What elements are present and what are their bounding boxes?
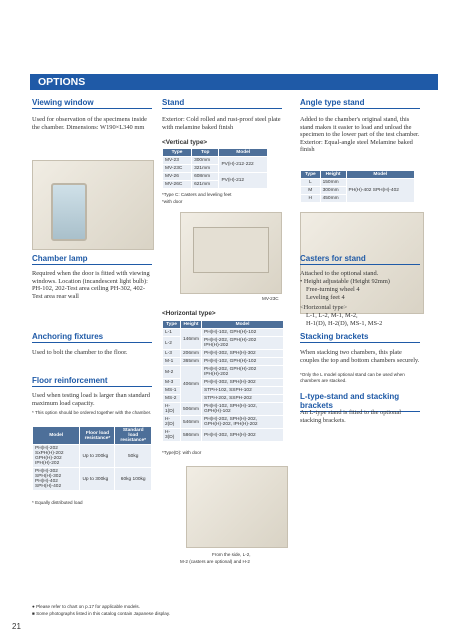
table-header: Top [192,149,219,157]
chamber-lamp-text: Required when the door is fitted with viewing windows. Location (incandescent light bulb): PH-102, 202-Test area ceiling PH-302, 402-Test area rear wall [32,270,150,300]
table-row [163,416,284,429]
table-cell: PH(H)-302, SPH(H)-302 [202,429,284,442]
table-cell: M-3 [163,379,181,387]
table-cell: 150mm [320,179,346,187]
l-stand-text: An L-type stand is fitted to the optional stacking brackets. [300,409,401,424]
table-cell: MV-26C [163,181,192,189]
page-number: 21 [12,622,21,631]
horizontal-stands-photo [186,466,288,548]
footer-line-1: ● Please refer to chart on p.17 for applicable models. [32,604,140,609]
casters-line-3: Free-turning wheel 4 [306,286,360,293]
table-cell: 506mm [181,403,202,416]
casters-models-2: H-1(D), H-2(D), MS-1, MS-2 [306,320,383,327]
section-title-angle-stand: Angle type stand [300,98,420,109]
table-cell: 450mm [320,195,346,203]
table-cell: M [301,187,321,195]
table-header: Type [163,321,181,329]
table-cell: Up to 200kg [80,445,115,468]
table-header: Floor load resistance* [80,427,115,445]
table-cell: Up to 300kg [80,468,115,491]
table-cell: L [301,179,321,187]
table-cell: 621mm [192,181,219,189]
table-row [163,350,284,358]
footer-text: Some photographs listed in this catalog contain Japanese display. [36,611,171,616]
section-title-anchoring: Anchoring fixtures [32,332,152,343]
table-cell: MS-1 [163,387,181,395]
vertical-stand-table [162,148,268,189]
table-cell: 300mm [320,187,346,195]
vertical-note-1: *Type C: Casters and leveling feet [162,192,232,197]
table-cell: M-1 [163,358,181,366]
vertical-note-2: *with door [162,199,183,204]
floor-footnote: * Equally distributed load [32,500,83,505]
horizontal-note: *Type(D): with door [162,450,202,455]
table-cell: PH(H)-102, SPH(H)-102, GPH(H)-102 [202,403,284,416]
table-cell: MV-23C [163,165,192,173]
table-cell: 146mm [181,329,202,350]
stacking-text: When stacking two chambers, this plate couples the top and bottom chambers securely. [300,349,420,364]
vertical-type-title: <Vertical type> [162,139,208,146]
table-cell: PV(H)-212 [219,173,268,189]
stand-body-shape [193,227,269,273]
table-row [33,468,152,491]
table-cell: 406mm [181,366,202,403]
anchoring-text: Used to bolt the chamber to the floor. [32,349,128,356]
table-cell: STPH-202, SSPH-202 [202,395,284,403]
section-title-floor-reinforcement: Floor reinforcement [32,376,152,387]
table-header: Standard load resistance* [115,427,152,445]
table-cell: MS-2 [163,395,181,403]
table-header: Model [219,149,268,157]
table-cell: M-2 [163,366,181,379]
casters-line-1: Attached to the optional stand. [300,270,379,277]
table-cell: 546mm [181,416,202,429]
horizontal-stand-table [162,320,284,442]
table-cell: L-2 [163,337,181,350]
casters-horizontal-type: <Horizontal type> [300,304,348,311]
table-header: Type [301,171,321,179]
table-cell: 50kg [115,445,152,468]
table-cell: MV-26 [163,173,192,181]
section-title-casters: Casters for stand [300,254,420,265]
table-cell: L-3 [163,350,181,358]
viewing-window-text: Used for observation of the specimens inside the chamber. Dimensions: W190×L340 mm [32,116,148,131]
table-cell: PH(H)-402 SPH(H)-402 [346,179,414,203]
table-header: Height [320,171,346,179]
table-row [163,173,268,181]
table-cell: PH(H)-202, GPH(H)-202 IPH(H)-202 [202,366,284,379]
table-cell: H-2(D) [163,416,181,429]
floor-reinforcement-note: * This option should be ordered together with the chamber. [32,410,152,415]
table-header: Model [346,171,414,179]
table-cell: PV(H)-212·222 [219,157,268,173]
window-pane-icon [51,183,87,241]
table-cell: PH(H)-302 SPH(H)-302 PH(H)-402 SPH(H)-402 [33,468,80,491]
stand-photo-mv23c [180,212,282,294]
section-title-l-stand: L-type-stand and stacking brackets [300,392,420,412]
table-header: Type [163,149,192,157]
table-cell: 365mm [181,358,202,366]
table-cell: PH(H)-202, SPH(H)-202, GPH(H)-202, IPH(H)-202 [202,416,284,429]
section-title-stacking: Stacking brackets [300,332,420,343]
viewing-window-photo [32,160,154,250]
table-cell: 206mm [181,350,202,358]
table-cell: PH(H)-202, GPH(H)-202 IPH(H)-202 [202,337,284,350]
table-cell: 300mm [192,157,219,165]
table-cell: 321mm [192,165,219,173]
table-header: Model [202,321,284,329]
table-row [163,157,268,165]
table-cell: 586mm [181,429,202,442]
table-cell: H-1(D) [163,403,181,416]
table-cell: MV-23 [163,157,192,165]
table-cell: 60kg 100kg [115,468,152,491]
photo-caption-1: From the side, L-2, [212,552,251,557]
table-row [163,403,284,416]
table-cell: L-1 [163,329,181,337]
angle-stand-text: Added to the chamber's original stand, this stand makes it easier to load and unload the specimen to the lower part of the test chamber. Exterior: Equal-angle steel Melamine baked finish [300,116,420,154]
casters-line-4: Leveling feet 4 [306,294,345,301]
table-cell: H [301,195,321,203]
section-title-viewing-window: Viewing window [32,98,152,109]
table-header: Height [181,321,202,329]
table-cell: PH(H)-302, SPH(H)-302 [202,379,284,387]
horizontal-type-title: <Horizontal type> [162,310,216,317]
stand-text: Exterior: Cold rolled and rust-proof steel plate with melamine baked finish [162,116,281,131]
casters-models-1: L-1, L-2, M-1, M-2, [306,312,358,319]
table-cell: PH(H)-302, SPH(H)-302 [202,350,284,358]
floor-load-table [32,426,152,491]
table-row [163,358,284,366]
table-cell: 608mm [192,173,219,181]
table-cell: PH(H)-102, GPH(H)-102 [202,329,284,337]
photo-caption-2: M-2 (casters are optional) and H-2 [180,559,250,564]
table-row [163,429,284,442]
footer-line-2: ■ Some photographs listed in this catalog contain Japanese display. [32,611,171,616]
footer-text: Please refer to chart on p.17 for applicable models. [36,604,140,609]
table-row [163,366,284,379]
angle-stand-table [300,170,415,203]
section-title-stand: Stand [162,98,282,109]
table-row [33,445,152,468]
table-cell: PH(H)-102, GPH(H)-102 [202,358,284,366]
stacking-note: *Only the L model optional stand can be used when chambers are stacked. [300,372,405,383]
floor-reinforcement-text: Used when testing load is larger than standard maximum load capacity. [32,392,150,407]
section-title-chamber-lamp: Chamber lamp [32,254,152,265]
table-cell: H-3(D) [163,429,181,442]
table-cell: PH(H)-202 SxPH(H)-202 GPH(H)-202 IPH(H)-202 [33,445,80,468]
table-cell: STPH-102, SSPH-102 [202,387,284,395]
stand-photo-label: MV-23C [262,296,279,301]
casters-line-2: • Height adjustable (Height 92mm) [300,278,390,285]
table-row [301,179,415,187]
table-header: Model [33,427,80,445]
options-banner: OPTIONS [30,74,438,90]
table-row [163,329,284,337]
